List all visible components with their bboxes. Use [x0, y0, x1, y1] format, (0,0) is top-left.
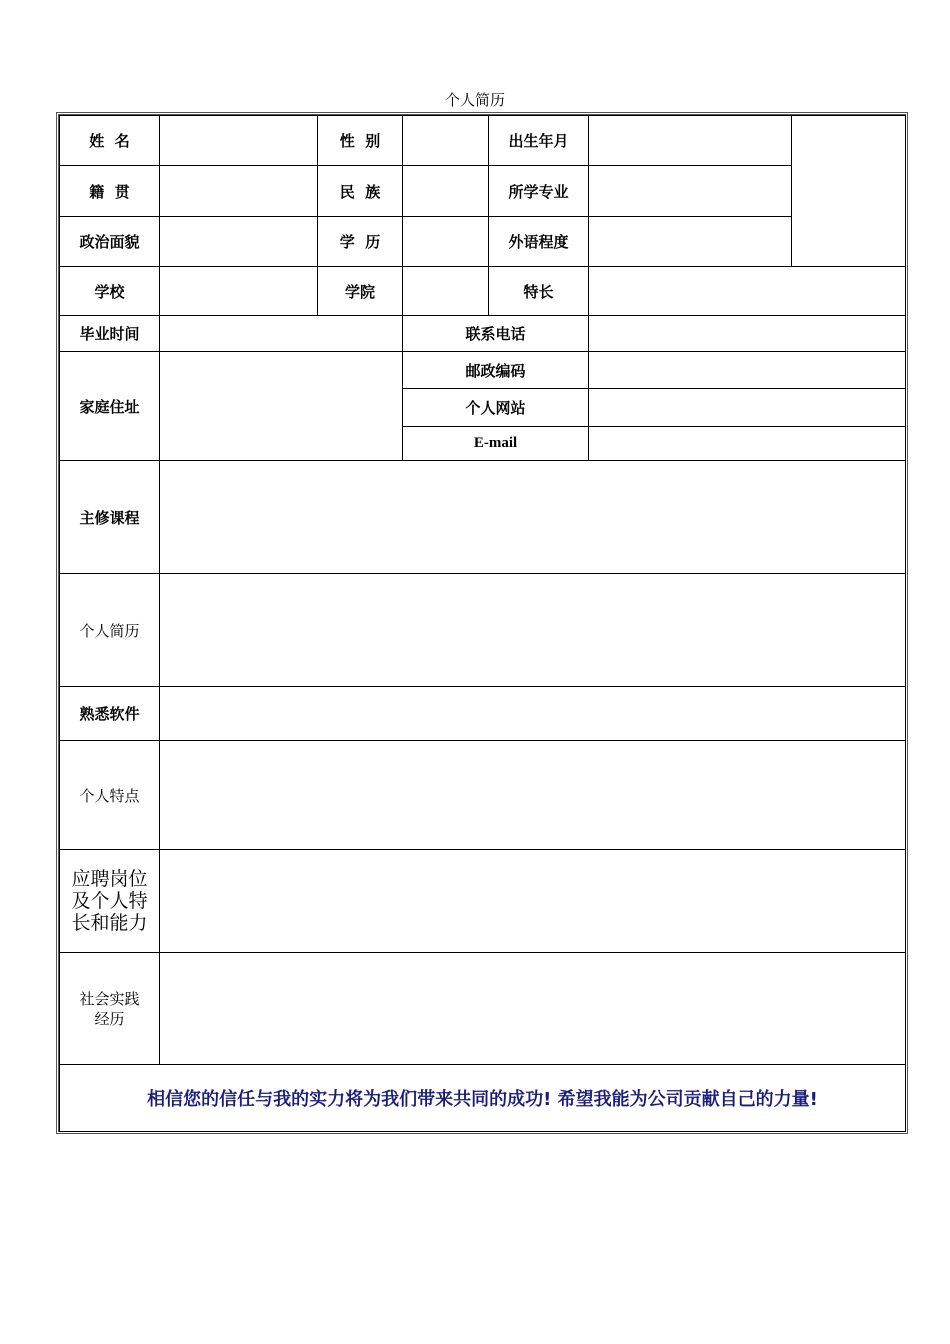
table-row: [60, 217, 906, 267]
main-courses-field[interactable]: [160, 461, 906, 574]
education-field[interactable]: [403, 217, 489, 267]
specialty-label: 特长: [489, 267, 589, 316]
ethnicity-label: 民 族: [318, 166, 403, 217]
postal-code-label: 邮政编码: [403, 352, 589, 389]
table-row: [60, 574, 906, 687]
political-status-field[interactable]: [160, 217, 318, 267]
major-field[interactable]: [589, 166, 792, 217]
table-row: [60, 267, 906, 316]
native-place-field[interactable]: [160, 166, 318, 217]
table-row: [60, 316, 906, 352]
table-row: [60, 953, 906, 1065]
home-address-label: 家庭住址: [60, 352, 160, 461]
table-row: [60, 461, 906, 574]
postal-code-field[interactable]: [589, 352, 906, 389]
traits-label: 个人特点: [60, 741, 160, 850]
position-field[interactable]: [160, 850, 906, 953]
graduation-time-field[interactable]: [160, 316, 403, 352]
school-label: 学校: [60, 267, 160, 316]
graduation-time-label: 毕业时间: [60, 316, 160, 352]
main-courses-label: 主修课程: [60, 461, 160, 574]
software-field[interactable]: [160, 687, 906, 741]
position-label: 应聘岗位及个人特长和能力: [60, 850, 160, 953]
page-title: 个人简历: [444, 91, 505, 109]
email-label: E-mail: [403, 427, 589, 461]
email-field[interactable]: [589, 427, 906, 461]
resume-label: 个人简历: [60, 574, 160, 687]
specialty-field[interactable]: [589, 267, 906, 316]
social-practice-field[interactable]: [160, 953, 906, 1065]
table-row: [60, 1065, 906, 1132]
table-row: [60, 850, 906, 953]
school-field[interactable]: [160, 267, 318, 316]
name-field[interactable]: [160, 116, 318, 166]
resume-table: [59, 115, 906, 1132]
photo-area[interactable]: [792, 116, 906, 267]
resume-form-frame: [56, 112, 908, 1134]
website-label: 个人网站: [403, 389, 589, 427]
foreign-language-field[interactable]: [589, 217, 792, 267]
birth-field[interactable]: [589, 116, 792, 166]
birth-label: 出生年月: [489, 116, 589, 166]
gender-field[interactable]: [403, 116, 489, 166]
political-status-label: 政治面貌: [60, 217, 160, 267]
footer-slogan: 相信您的信任与我的实力将为我们带来共同的成功! 希望我能为公司贡献自己的力量!: [60, 1065, 906, 1132]
college-field[interactable]: [403, 267, 489, 316]
resume-field[interactable]: [160, 574, 906, 687]
major-label: 所学专业: [489, 166, 589, 217]
foreign-language-label: 外语程度: [489, 217, 589, 267]
software-label: 熟悉软件: [60, 687, 160, 741]
table-row: [60, 352, 906, 389]
home-address-field[interactable]: [160, 352, 403, 461]
website-field[interactable]: [589, 389, 906, 427]
ethnicity-field[interactable]: [403, 166, 489, 217]
phone-label: 联系电话: [403, 316, 589, 352]
education-label: 学 历: [318, 217, 403, 267]
table-row: [60, 116, 906, 166]
phone-field[interactable]: [589, 316, 906, 352]
gender-label: 性 别: [318, 116, 403, 166]
table-row: [60, 166, 906, 217]
table-row: [60, 741, 906, 850]
table-row: [60, 687, 906, 741]
college-label: 学院: [318, 267, 403, 316]
traits-field[interactable]: [160, 741, 906, 850]
native-place-label: 籍 贯: [60, 166, 160, 217]
name-label: 姓 名: [60, 116, 160, 166]
social-practice-label: 社会实践经历: [60, 953, 160, 1065]
